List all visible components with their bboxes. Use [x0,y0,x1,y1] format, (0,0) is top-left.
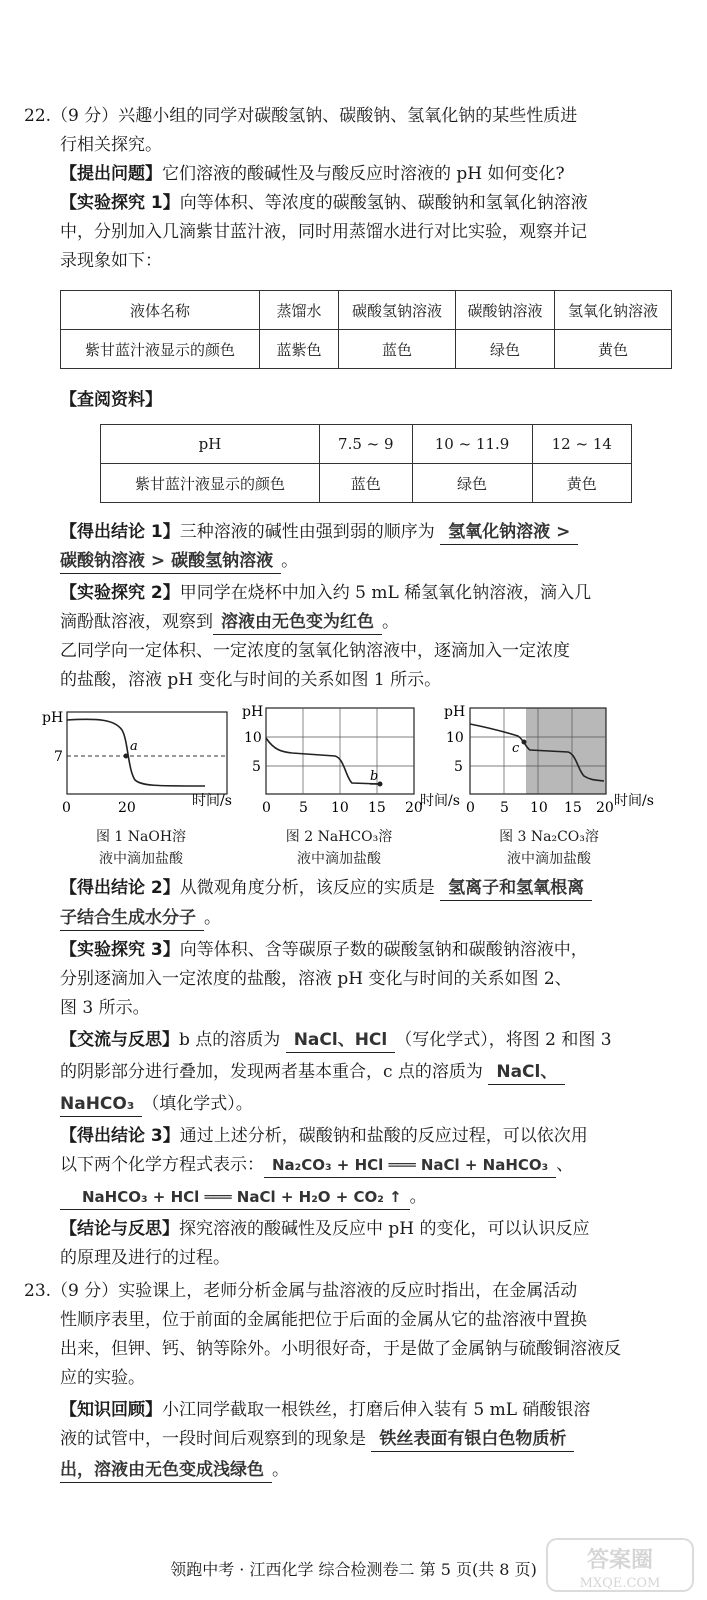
figure-3-graph [444,704,654,816]
period: 。 [281,551,299,571]
answer-blank: Na₂CO₃ + HCl ═══ NaCl + NaHCO₃ [264,1153,556,1178]
answer-blank: 氢离子和氢氧根离 [440,876,592,901]
conclusion2-line-1 [60,876,592,901]
y-axis-label: pH [444,704,466,720]
section-tag: 【知识回顾】 [60,1400,162,1420]
table-cell: 紫甘蓝汁液显示的颜色 [101,464,320,503]
section-tag: 【查阅资料】 [60,390,162,410]
answer-blank: NaCl、 [488,1060,565,1085]
conclusion3-line-3 [60,1185,427,1210]
knowledge-text: 小江同学截取一根铁丝，打磨后伸入装有 5 mL 硝酸银溶 [162,1400,591,1420]
final-reflection-line-1 [60,1217,590,1241]
figure-2-caption [264,826,414,870]
table-cell: 绿色 [455,330,554,369]
x-tick-label: 20 [405,800,423,816]
reflection-line-2 [60,1060,565,1085]
section-tag: 【提出问题】 [60,164,162,184]
answer-blank: 溶液由无色变为红色 [213,610,382,635]
x-tick-label: 20 [118,800,136,816]
answer-blank: 子结合生成水分子 [60,906,204,931]
x-tick-label: 15 [564,800,582,816]
observation-table [60,290,672,369]
section-tag: 【结论与反思】 [60,1219,179,1239]
section-tag: 【实验探究 3】 [60,940,180,960]
period: 。 [204,908,221,928]
conclusion1-text: 三种溶液的碱性由强到弱的顺序为 [179,522,435,542]
caption-line: 图 3 Na₂CO₃溶 [499,829,599,845]
caption-line: 液中滴加盐酸 [99,851,183,867]
watermark-logo [545,1535,695,1595]
table-cell: pH [101,425,320,464]
q23-line-2: 性顺序表里，位于前面的金属能把位于后面的金属从它的盐溶液中置换 [60,1310,587,1330]
caption-line: 图 2 NaHCO₃溶 [285,829,393,845]
table-cell: 12 ~ 14 [532,425,631,464]
knowledge-line-2 [60,1427,574,1452]
q22-line-1: 22.（9 分）兴趣小组的同学对碳酸氢钠、碳酸钠、氢氧化钠的某些性质进 [24,106,578,126]
table-cell: 蓝色 [320,464,413,503]
x-tick-label: 0 [466,800,475,816]
x-axis-label: 时间/s [420,793,460,809]
point-marker [124,754,129,759]
knowledge-line-3 [60,1458,289,1483]
exp3-line-2: 分别逐滴加入一定浓度的盐酸，溶液 pH 变化与时间的关系如图 2、 [60,969,572,989]
grid-lines [266,708,414,794]
table-cell: 绿色 [412,464,532,503]
caption-line: 液中滴加盐酸 [297,851,381,867]
reference-table [100,424,632,503]
x-tick-label: 20 [596,800,614,816]
exp2-line-3: 乙同学向一定体积、一定浓度的氢氧化钠溶液中，逐滴加入一定浓度 [60,641,570,661]
exp3-line-1 [60,938,588,962]
x-axis-label: 时间/s [192,793,232,809]
q23-line-3: 出来，但钾、钙、钠等除外。小明很好奇，于是做了金属钠与硫酸铜溶液反 [60,1339,621,1359]
section-tag: 【得出结论 3】 [60,1126,180,1146]
reflection-text-4: （填化学式）。 [142,1094,253,1114]
answer-blank: 氢氧化钠溶液 > [440,520,578,545]
x-tick-label: 5 [500,800,509,816]
svg-text:答案圈: 答案圈 [586,1547,654,1573]
answer-blank: NaCl、HCl [286,1028,396,1053]
x-tick-label: 0 [262,800,271,816]
exp2-line-2 [60,610,399,635]
section-tag: 【实验探究 2】 [60,583,180,603]
y-axis-label: pH [42,710,64,726]
conclusion2-line-2 [60,906,221,931]
reflection-line-3 [60,1092,253,1117]
answer-blank: NaHCO₃ [60,1092,142,1117]
section-tag: 【实验探究 1】 [60,193,180,213]
figure-2-graph [242,704,460,816]
section-tag: 【交流与反思】 [60,1030,179,1050]
table-cell: 紫甘蓝汁液显示的颜色 [61,330,260,369]
table-cell: 碳酸钠溶液 [455,291,554,330]
section-tag: 【得出结论 2】 [60,878,180,898]
answer-blank: 碳酸钠溶液 > 碳酸氢钠溶液 [60,549,281,574]
exp1-line-2: 中，分别加入几滴紫甘蓝汁液，同时用蒸馏水进行对比实验，观察并记 [60,222,587,242]
exp2-line-1 [60,581,591,605]
q22-line-2: 行相关探究。 [60,135,162,155]
ph-figures [30,700,690,830]
exp1-line-1 [60,191,588,215]
table-header-row [61,291,672,330]
table-cell: 7.5 ~ 9 [320,425,413,464]
table-row [101,464,632,503]
point-label: a [130,739,138,754]
svg-text:MXQE.COM: MXQE.COM [579,1576,661,1591]
table-cell: 蓝紫色 [260,330,339,369]
x-tick-label: 5 [299,800,308,816]
table-cell: 氢氧化钠溶液 [555,291,672,330]
reference-tag [60,388,162,412]
answer-blank: NaHCO₃ + HCl ═══ NaCl + H₂O + CO₂ ↑ [60,1185,410,1210]
point-label: c [512,741,520,756]
table-cell: 液体名称 [61,291,260,330]
conclusion3-text: 通过上述分析，碳酸钠和盐酸的反应过程，可以依次用 [179,1126,588,1146]
page-footer: 领跑中考 · 江西化学 综合检测卷二 第 5 页(共 8 页) [170,1560,537,1579]
table-cell: 碳酸氢钠溶液 [339,291,456,330]
conclusion2-text: 从微观角度分析，该反应的实质是 [179,878,435,898]
figure-1-graph [42,710,232,816]
period: 。 [272,1460,289,1480]
plot-frame [67,712,227,794]
exp1-text: 向等体积、等浓度的碳酸氢钠、碳酸钠和氢氧化钠溶液 [179,193,588,213]
y-tick-label: 5 [252,759,261,775]
y-tick-label: 5 [454,759,463,775]
table-cell: 10 ~ 11.9 [412,425,532,464]
conclusion3-line-1 [60,1124,588,1148]
table-cell: 黄色 [555,330,672,369]
conclusion1-line-2 [60,549,298,574]
exp2-text-2: 滴酚酞溶液，观察到 [60,612,213,632]
x-tick-label: 10 [530,800,548,816]
y-axis-label: pH [242,704,264,720]
q22-question [60,162,565,186]
section-tag: 【得出结论 1】 [60,522,180,542]
exp3-line-3: 图 3 所示。 [60,998,150,1018]
x-axis-label: 时间/s [614,793,654,809]
q23-line-4: 应的实验。 [60,1368,145,1388]
knowledge-line-1 [60,1398,590,1422]
y-tick-label: 10 [446,730,464,746]
question-text: 它们溶液的酸碱性及与酸反应时溶液的 pH 如何变化? [162,164,565,184]
point-label: b [370,769,379,784]
separator: 、 [556,1155,574,1175]
final-reflection-text: 探究溶液的酸碱性及反应中 pH 的变化，可以认识反应 [179,1219,590,1239]
reflection-text-2: （写化学式），将图 2 和图 3 [395,1030,612,1050]
conclusion3-line-2 [60,1153,573,1178]
reflection-text: b 点的溶质为 [179,1030,281,1050]
y-tick-label: 7 [54,749,63,765]
caption-line: 液中滴加盐酸 [507,851,591,867]
x-tick-label: 0 [62,800,71,816]
period: 。 [409,1187,427,1207]
y-tick-label: 10 [244,730,262,746]
reflection-line-1 [60,1028,612,1053]
x-tick-label: 10 [331,800,349,816]
table-header-row [101,425,632,464]
exp1-line-3: 录现象如下： [60,251,162,271]
figure-1-caption [66,826,216,870]
conclusion1-line-1 [60,520,578,545]
exp2-text: 甲同学在烧杯中加入约 5 mL 稀氢氧化钠溶液，滴入几 [179,583,592,603]
table-cell: 蒸馏水 [260,291,339,330]
exp2-line-4: 的盐酸，溶液 pH 变化与时间的关系如图 1 所示。 [60,670,442,690]
knowledge-text-2: 液的试管中，一段时间后观察到的现象是 [60,1429,366,1449]
exp3-text: 向等体积、含等碳原子数的碳酸氢钠和碳酸钠溶液中， [179,940,588,960]
answer-blank: 出，溶液由无色变成浅绿色 [60,1458,272,1483]
caption-line: 图 1 NaOH溶 [95,829,187,845]
point-marker [522,740,527,745]
ph-curve [266,738,380,784]
table-cell: 蓝色 [339,330,456,369]
x-tick-label: 15 [368,800,386,816]
q23-line-1: 23.（9 分）实验课上，老师分析金属与盐溶液的反应时指出，在金属活动 [24,1281,578,1301]
table-cell: 黄色 [532,464,631,503]
reflection-text-3: 的阴影部分进行叠加，发现两者基本重合，c 点的溶质为 [60,1062,483,1082]
table-row [61,330,672,369]
answer-blank: 铁丝表面有银白色物质析 [371,1427,574,1452]
final-reflection-line-2: 的原理及进行的过程。 [60,1248,230,1268]
conclusion3-text-2: 以下两个化学方程式表示： [60,1155,264,1175]
period: 。 [382,612,399,632]
figure-3-caption [474,826,624,870]
